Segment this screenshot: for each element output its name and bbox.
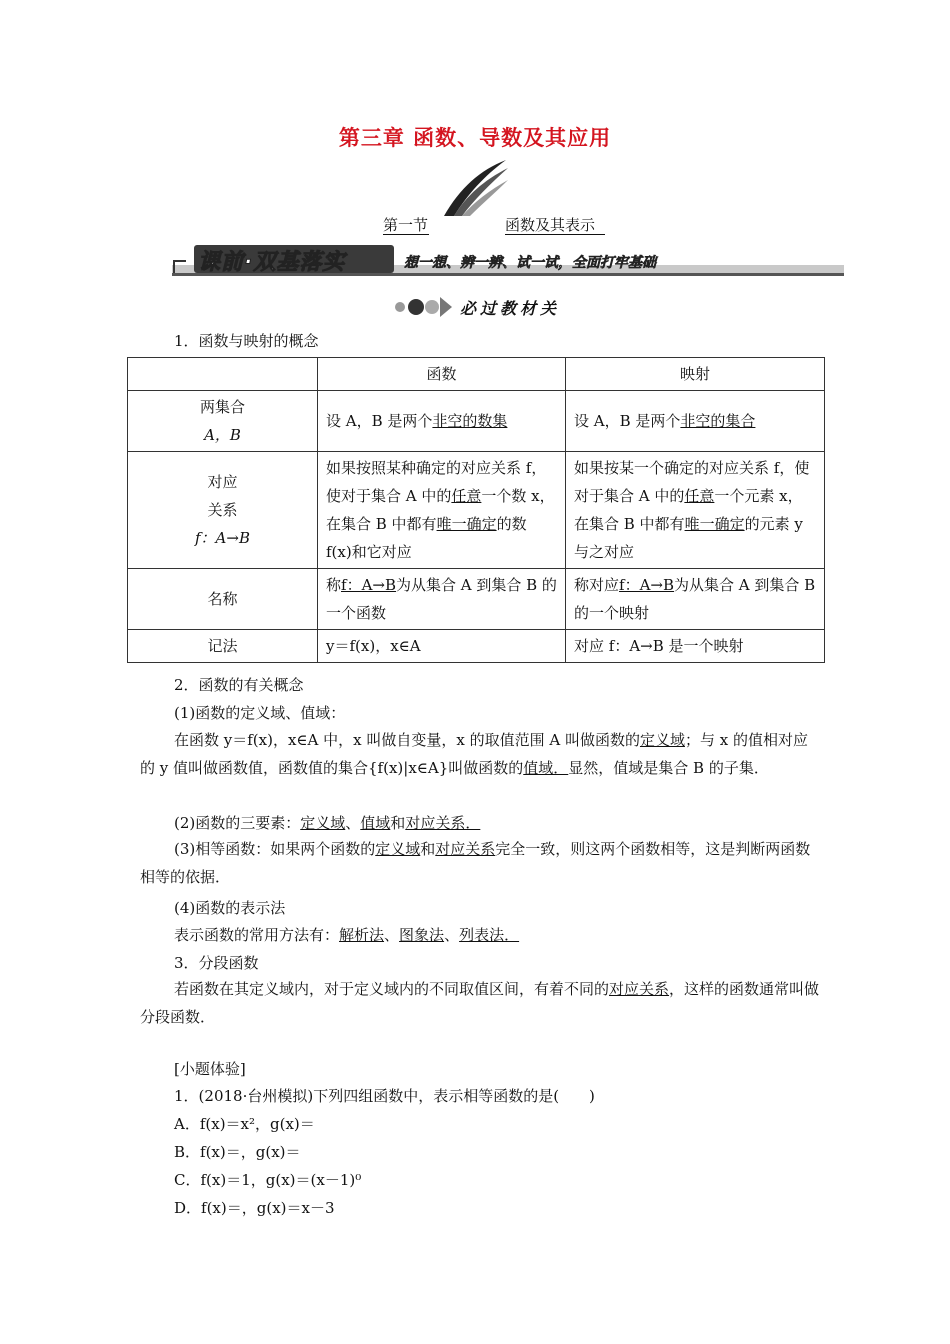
row-relation-label: 对应 关系 f：A→B: [128, 452, 318, 569]
row-sets-label: 两集合 A，B: [128, 391, 318, 452]
row-name-function: 称f：A→B为从集合 A 到集合 B 的一个函数: [318, 569, 566, 630]
section3-heading: 3．分段函数: [174, 954, 259, 972]
row-sets-function: 设 A，B 是两个非空的数集: [318, 391, 566, 452]
row-name-mapping: 称对应f：A→B为从集合 A 到集合 B 的一个映射: [566, 569, 825, 630]
section2-item1: (1)函数的定义域、值域：: [174, 704, 346, 722]
banner-sub: 想一想、辨一辨、试一试，全面打牢基础: [404, 255, 656, 271]
section-label: 第一节: [383, 216, 429, 234]
option-d: D．f(x)＝，g(x)＝x－3: [174, 1199, 335, 1217]
section2-item2: (2)函数的三要素：定义域、值域和对应关系．: [174, 814, 481, 832]
row-notation-label: 记法: [128, 630, 318, 663]
section-name-rule: [505, 234, 605, 235]
section2-heading: 2．函数的有关概念: [174, 676, 304, 694]
row-notation-mapping: 对应 f：A→B 是一个映射: [566, 630, 825, 663]
section2-item3: (3)相等函数：如果两个函数的定义域和对应关系完全一致，则这两个函数相等，这是判断两函数相等的依据．: [140, 840, 811, 886]
exercise-label: [小题体验]: [174, 1060, 246, 1078]
badge-title: 必过教材关: [460, 299, 561, 318]
section2-item4-text: 表示函数的常用方法有：解析法、图象法、列表法．: [174, 926, 520, 944]
section-label-rule: [383, 234, 429, 235]
section3-text: 若函数在其定义域内，对于定义域内的不同取值区间，有着不同的对应关系，这样的函数通常叫做分段函数．: [140, 980, 820, 1026]
option-b: B．f(x)＝，g(x)＝: [174, 1143, 301, 1161]
section-name: 函数及其表示: [505, 216, 596, 234]
section1-heading: 1．函数与映射的概念: [174, 332, 319, 350]
section2-item1-text: 在函数 y＝f(x)，x∈A 中，x 叫做自变量，x 的取值范围 A 叫做函数的定义域；与 x 的值相对应的 y 值叫做函数值，函数值的集合{f(x)|x∈A}叫做函数的值域．显然，值域是集合 B 的子集．: [140, 731, 808, 777]
table-header-mapping: 映射: [566, 358, 825, 391]
question-1: 1．(2018·台州模拟)下列四组函数中，表示相等函数的是( ): [174, 1087, 595, 1105]
badge-dots-icon: [392, 294, 458, 320]
row-name-label: 名称: [128, 569, 318, 630]
row-notation-function: y＝f(x)，x∈A: [318, 630, 566, 663]
row-sets-mapping: 设 A，B 是两个非空的集合: [566, 391, 825, 452]
chapter-title: 第三章 函数、导数及其应用: [338, 126, 612, 150]
option-a: A．f(x)＝x²，g(x)＝: [174, 1115, 315, 1133]
swoosh-decoration-icon: [440, 158, 510, 220]
banner-main: 课前·双基落实: [198, 250, 346, 275]
section2-item4: (4)函数的表示法: [174, 899, 286, 917]
table-header-function: 函数: [318, 358, 566, 391]
table-header-empty: [128, 358, 318, 391]
option-c: C．f(x)＝1，g(x)＝(x－1)⁰: [174, 1171, 362, 1189]
row-relation-function: 如果按照某种确定的对应关系 f，使对于集合 A 中的任意一个数 x，在集合 B 中都有唯一确定的数 f(x)和它对应: [318, 452, 566, 569]
row-relation-mapping: 如果按某一个确定的对应关系 f，使对于集合 A 中的任意一个元素 x，在集合 B 中都有唯一确定的元素 y 与之对应: [566, 452, 825, 569]
concept-table: [127, 357, 825, 663]
